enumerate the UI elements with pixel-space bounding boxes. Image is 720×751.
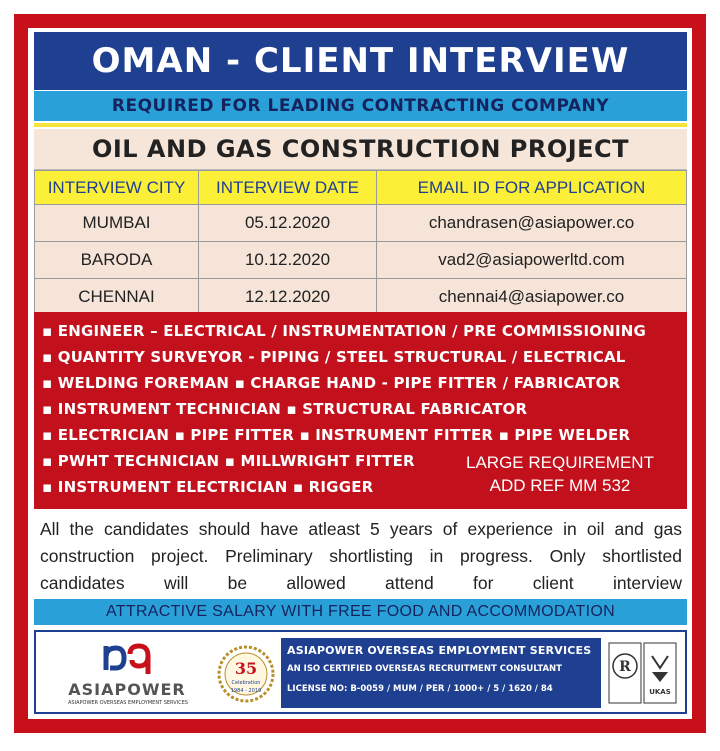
table-row [35,279,687,316]
svg-text:1984 - 2019: 1984 - 2019 [230,688,262,694]
reference-note: ADD REF MM 532 [489,476,631,495]
email-cell: chandrasen@asiapower.co [377,205,687,242]
cert-label: UKAS [649,688,671,696]
job-line: ▪ QUANTITY SURVEYOR - PIPING / STEEL STRUCTURAL / ELECTRICAL [42,348,626,366]
email-cell: vad2@asiapowerltd.com [377,242,687,279]
logo-tagline: ASIAPOWER OVERSEAS EMPLOYMENT SERVICES [68,700,188,706]
svg-text:R: R [619,659,631,675]
job-line: ▪ WELDING FOREMAN ▪ CHARGE HAND - PIPE FITTER / FABRICATOR [42,374,621,392]
subtitle-banner: REQUIRED FOR LEADING CONTRACTING COMPANY [34,91,687,121]
date-cell: 05.12.2020 [199,205,377,242]
logo-mark-icon [44,640,209,680]
job-line: ▪ PWHT TECHNICIAN ▪ MILLWRIGHT FITTER [42,452,415,470]
table-row [35,205,687,242]
svg-text:35: 35 [234,659,258,678]
project-heading: OIL AND GAS CONSTRUCTION PROJECT [34,129,687,170]
header-date: INTERVIEW DATE [199,171,377,205]
logo-name: ASIAPOWER [68,680,186,699]
job-line: ▪ ELECTRICIAN ▪ PIPE FITTER ▪ INSTRUMENT FITTER ▪ PIPE WELDER [42,426,631,444]
date-cell: 10.12.2020 [199,242,377,279]
job-line: ▪ ENGINEER – ELECTRICAL / INSTRUMENTATION / PRE COMMISSIONING [42,322,646,340]
divider [34,123,687,127]
svg-text:Celebration: Celebration [231,680,261,686]
footer [34,630,687,714]
header-city: INTERVIEW CITY [35,171,199,205]
license-number: LICENSE NO: B-0059 / MUM / PER / 1000+ / 5 / 1620 / 84 [287,684,553,694]
iso-statement: AN ISO CERTIFIED OVERSEAS RECRUITMENT CONSULTANT [287,664,562,674]
table-row [35,242,687,279]
salary-banner: ATTRACTIVE SALARY WITH FREE FOOD AND ACCOMMODATION [34,599,687,625]
job-line: ▪ INSTRUMENT ELECTRICIAN ▪ RIGGER [42,478,374,496]
date-cell: 12.12.2020 [199,279,377,316]
eligibility-paragraph: All the candidates should have atleast 5 years of experience in oil and gas construction project. Preliminary shortlisting in progress. Only shortlisted candidates will be allowed attend for client interview [40,519,682,593]
company-name: ASIAPOWER OVERSEAS EMPLOYMENT SERVICES [287,644,592,657]
certification-badges-icon [608,642,678,704]
table-header-row [35,171,687,205]
city-cell: BARODA [35,242,199,279]
company-info-panel [281,638,601,708]
requirement-note: LARGE REQUIREMENT [466,453,654,472]
city-cell: CHENNAI [35,279,199,316]
page-title: OMAN - CLIENT INTERVIEW [34,32,687,90]
anniversary-seal-icon [216,644,276,704]
job-line: ▪ INSTRUMENT TECHNICIAN ▪ STRUCTURAL FABRICATOR [42,400,528,418]
city-cell: MUMBAI [35,205,199,242]
header-email: EMAIL ID FOR APPLICATION [377,171,687,205]
asiapower-logo [44,640,209,710]
email-cell: chennai4@asiapower.co [377,279,687,316]
interview-schedule-table [34,170,687,316]
